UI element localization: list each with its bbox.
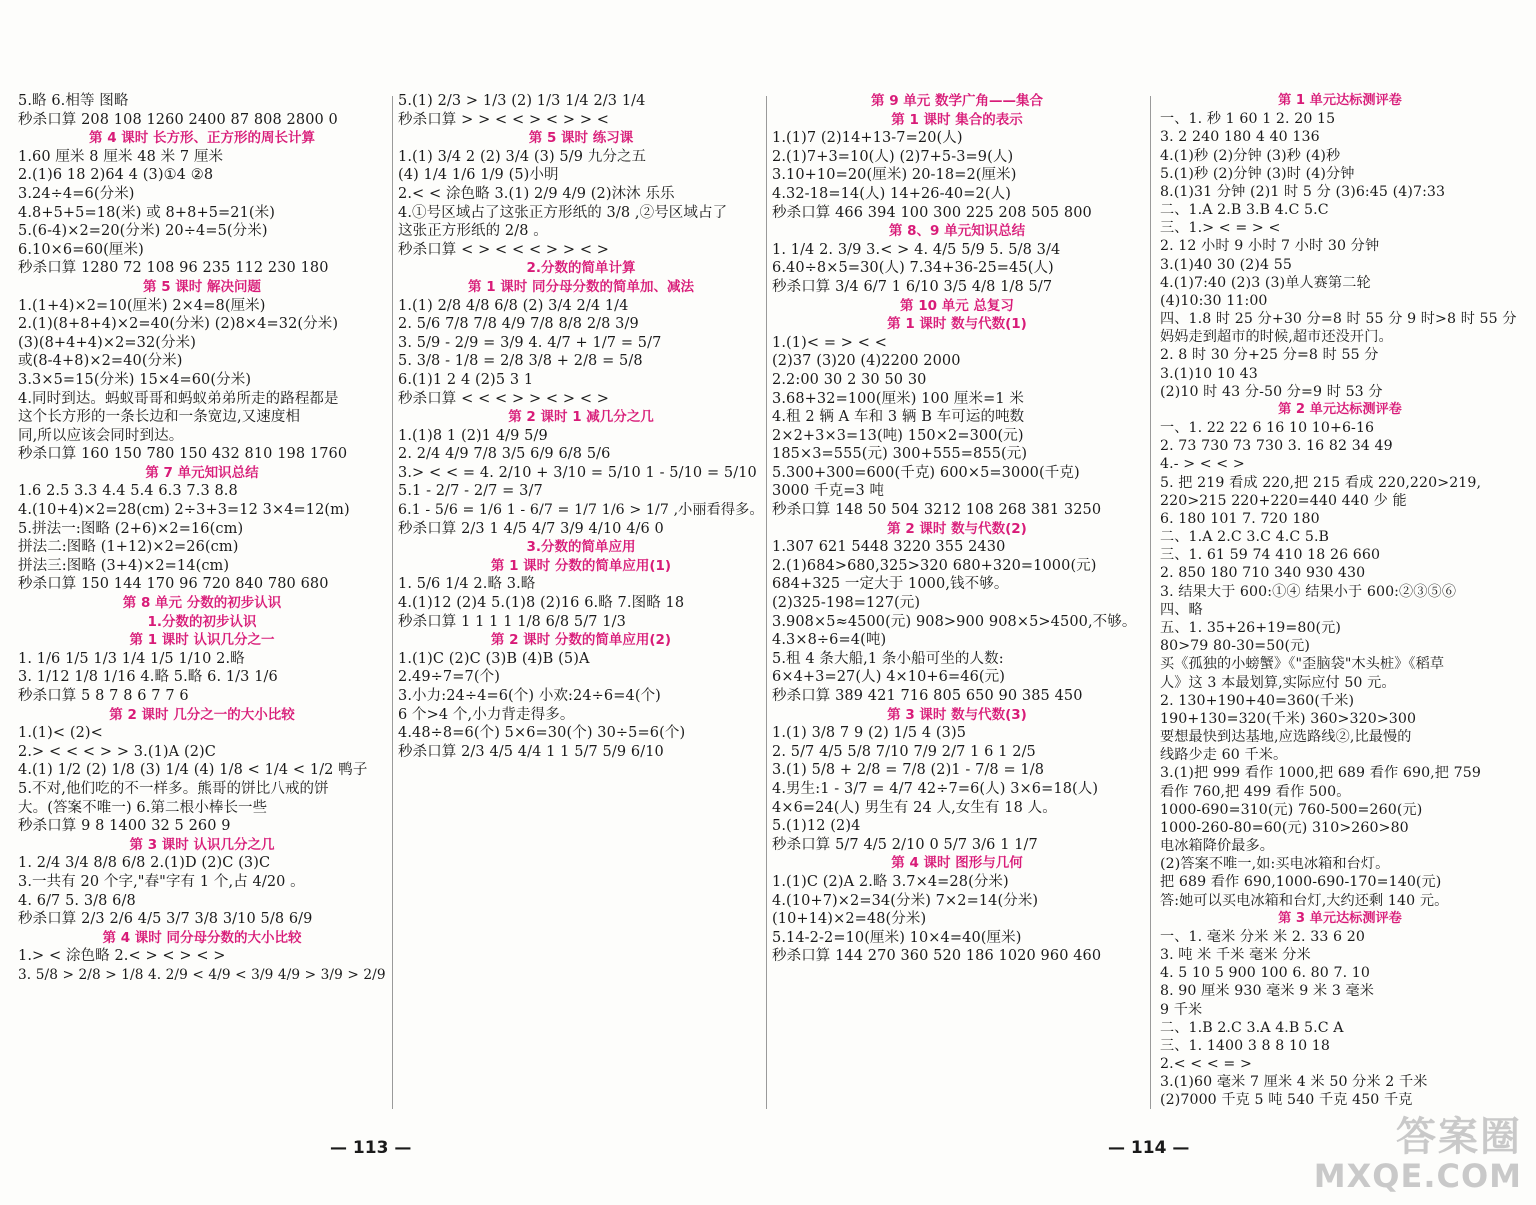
answer-column-4: [1160, 92, 1520, 1109]
section-heading: 第 2 单元达标测评卷: [1278, 401, 1402, 417]
answer-line: 2×2+3×3=13(吨) 150×2=300(元): [772, 427, 1024, 444]
section-heading: 第 3 课时 认识几分之几: [129, 836, 275, 853]
answer-line: 6×4+3=27(人) 4×10+6=46(元): [772, 669, 1006, 686]
answer-line: 秒杀口算 5/7 4/5 2/10 0 5/7 3/6 1 1/7: [772, 836, 1038, 853]
answer-line: (2)答案不唯一,如:买电冰箱和台灯。: [1160, 856, 1390, 873]
answer-line: 秒杀口算 150 144 170 96 720 840 780 680: [18, 576, 329, 593]
answer-line: 秒杀口算 208 108 1260 2400 87 808 2800 0: [18, 111, 338, 128]
answer-line: 2.(1)6 18 2)64 4 (3)①4 ②8: [18, 167, 214, 184]
answer-line: 2. 850 180 710 340 930 430: [1160, 565, 1366, 582]
answer-line: 买《孤独的小螃蟹》《"歪脑袋"木头桩》《稻草: [1160, 656, 1445, 673]
answer-line: 秒杀口算 2/3 4/5 4/4 1 1 5/7 5/9 6/10: [398, 743, 664, 760]
answer-line: 五、1. 35+26+19=80(元): [1160, 619, 1342, 636]
answer-line: 3.3×5=15(分米) 15×4=60(分米): [18, 371, 252, 388]
answer-line: 9 千米: [1160, 1001, 1203, 1018]
answer-line: 线路少走 60 千米。: [1160, 747, 1288, 764]
answer-line: 四、略: [1160, 601, 1203, 618]
answer-line: 2. 8 时 30 分+25 分=8 时 55 分: [1160, 347, 1379, 364]
answer-line: (2)7000 千克 5 吨 540 千克 450 千克: [1160, 1092, 1413, 1109]
answer-line: 4.(1)12 (2)4 5.(1)8 (2)16 6.略 7.图略 18: [398, 595, 685, 612]
answer-line: 秒杀口算 < < < > > < > < >: [398, 390, 610, 407]
answer-line: 8.(1)31 分钟 (2)1 时 5 分 (3)6:45 (4)7:33: [1160, 183, 1446, 200]
section-heading: 第 5 课时 解决问题: [143, 278, 261, 295]
answer-line: 秒杀口算 466 394 100 300 225 208 505 800: [772, 204, 1092, 221]
answer-line: 1.(1)7 (2)14+13-7=20(人): [772, 130, 963, 147]
answer-line: 3. 5/8 > 2/8 > 1/8 4. 2/9 < 4/9 < 3/9 4/9 > 3/9 > 2/9: [18, 966, 386, 983]
answer-line: 4.32-18=14(人) 14+26-40=2(人): [772, 185, 1011, 202]
section-heading: 第 2 课时 分数的简单应用(2): [490, 632, 672, 649]
answer-line: 秒杀口算 389 421 716 805 650 90 385 450: [772, 688, 1083, 704]
watermark-logo-text: 答案圈: [1396, 1114, 1522, 1160]
answer-line: 4.48÷8=6(个) 5×6=30(个) 30÷5=6(个): [398, 725, 686, 742]
answer-line: 5.300+300=600(千克) 600×5=3000(千克): [772, 464, 1080, 481]
answer-line: 秒杀口算 1280 72 108 96 235 112 230 180: [18, 260, 329, 277]
answer-line: 三、1. 61 59 74 410 18 26 660: [1160, 547, 1381, 564]
answer-line: 1.(1)< = > < <: [772, 334, 887, 351]
section-heading: 第 1 课时 同分母分数的简单加、减法: [468, 278, 694, 295]
answer-line: 要想最快到达基地,应选路线②,比最慢的: [1160, 729, 1412, 746]
section-heading: 第 1 课时 分数的简单应用(1): [490, 557, 672, 574]
answer-line: (3)(8+4+4)×2=32(分米): [18, 334, 197, 351]
answer-line: 1. 5/6 1/4 2.略 3.略: [398, 576, 536, 593]
section-heading: 第 1 课时 数与代数(1): [887, 316, 1027, 333]
answer-line: 5.略 6.相等 图略: [18, 93, 129, 109]
answer-line: 拼法三:图略 (3+4)×2=14(cm): [18, 557, 230, 574]
answer-line: 6.10×6=60(厘米): [18, 241, 144, 258]
answer-line: 1.(1) 2/8 4/8 6/8 (2) 3/4 2/4 1/4: [398, 297, 629, 314]
answer-line: 2. 2/4 4/9 7/8 3/5 6/9 6/8 5/6: [398, 446, 611, 463]
answer-line: 6 个>4 个,小力背走得多。: [398, 706, 575, 723]
answer-line: 三、1.> < = > <: [1160, 220, 1281, 237]
answer-line: 大。(答案不唯一) 6.第二根小棒长一些: [18, 799, 268, 816]
answer-line: 4. 6/7 5. 3/8 6/8: [18, 892, 136, 909]
answer-line: 秒杀口算 > > < < > < > > <: [398, 111, 610, 128]
answer-line: 5.租 4 条大船,1 条小船可坐的人数:: [772, 650, 1004, 667]
answer-line: 4.①号区域占了这张正方形纸的 3/8 ,②号区域占了: [398, 204, 728, 221]
column-divider: [1150, 96, 1151, 1109]
answer-line: 5.(6-4)×2=20(分米) 20÷4=5(分米): [18, 223, 268, 240]
watermark-url: MXQE.COM: [1313, 1157, 1522, 1195]
answer-line: 4.(1) 1/2 (2) 1/8 (3) 1/4 (4) 1/8 < 1/4 < 1/2 鸭子: [18, 762, 368, 779]
answer-line: 4.同时到达。蚂蚁哥哥和蚂蚁弟弟所走的路程都是: [18, 390, 339, 407]
section-heading: 第 2 课时 数与代数(2): [887, 520, 1027, 537]
answer-line: 2.49÷7=7(个): [398, 669, 500, 686]
section-heading: 第 9 单元 数学广角——集合: [871, 93, 1043, 109]
section-heading: 第 8 单元 分数的初步认识: [122, 595, 282, 612]
section-heading: 第 1 单元达标测评卷: [1278, 93, 1402, 108]
watermark: [1314, 1115, 1522, 1193]
answer-line: 1.(1)C (2)A 2.略 3.7×4=28(分米): [772, 873, 1009, 890]
answer-line: 4.8+5+5=18(米) 或 8+8+5=21(米): [18, 204, 276, 221]
section-heading: 第 10 单元 总复习: [900, 297, 1014, 314]
answer-line: 5.(1) 2/3 > 1/3 (2) 1/3 1/4 2/3 1/4: [398, 93, 646, 109]
answer-line: 4. 5 10 5 900 100 6. 80 7. 10: [1160, 965, 1371, 982]
answer-line: 6. 180 101 7. 720 180: [1160, 510, 1320, 527]
answer-line: 2. 130+190+40=360(千米): [1160, 692, 1355, 709]
answer-line: 6.40÷8×5=30(人) 7.34+36-25=45(人): [772, 260, 1054, 277]
answer-line: 5.1 - 2/7 - 2/7 = 3/7: [398, 483, 543, 500]
answer-line: 1.(1) 3/4 2 (2) 3/4 (3) 5/9 九分之五: [398, 148, 647, 165]
column-divider: [392, 96, 393, 1109]
answer-line: 4.(10+4)×2=28(cm) 2÷3+3=12 3×4=12(m): [18, 502, 350, 519]
answer-line: 4.(1)秒 (2)分钟 (3)秒 (4)秒: [1160, 147, 1341, 164]
answer-line: 4.男生:1 - 3/7 = 4/7 42÷7=6(人) 3×6=18(人): [772, 780, 1099, 797]
answer-line: 2.(1)(8+8+4)×2=40(分米) (2)8×4=32(分米): [18, 316, 339, 333]
answer-line: 2.2:00 30 2 30 50 30: [772, 371, 927, 388]
answer-line: 684+325 一定大于 1000,钱不够。: [772, 576, 1009, 593]
answer-line: 3.(1)40 30 (2)4 55: [1160, 256, 1292, 273]
answer-line: 秒杀口算 5 8 7 8 6 7 7 6: [18, 688, 189, 704]
answer-line: 2.< < < = >: [1160, 1056, 1252, 1073]
answer-line: 秒杀口算 160 150 780 150 432 810 198 1760: [18, 446, 348, 463]
answer-line: 同,所以应该会同时到达。: [18, 427, 184, 444]
section-heading: 第 1 课时 认识几分之一: [129, 632, 275, 649]
answer-line: (10+14)×2=48(分米): [772, 911, 927, 928]
section-heading: 第 2 课时 几分之一的大小比较: [109, 706, 295, 723]
answer-line: 4×6=24(人) 男生有 24 人,女生有 18 人。: [772, 799, 1057, 816]
answer-line: 四、1.8 时 25 分+30 分=8 时 55 分 9 时>8 时 55 分: [1160, 311, 1517, 328]
answer-line: 2.< < 涂色略 3.(1) 2/9 4/9 (2)沐沐 乐乐: [398, 185, 675, 202]
page-number-right: — 114 —: [1108, 1138, 1190, 1158]
answer-line: 4.租 2 辆 A 车和 3 辆 B 车可运的吨数: [772, 409, 1025, 426]
answer-line: 秒杀口算 148 50 504 3212 108 268 381 3250: [772, 502, 1102, 519]
section-heading: 第 3 单元达标测评卷: [1278, 910, 1402, 926]
section-heading: 第 7 单元知识总结: [145, 464, 259, 481]
section-heading: 第 4 课时 长方形、正方形的周长计算: [89, 130, 315, 147]
answer-line: 秒杀口算 2/3 2/6 4/5 3/7 3/8 3/10 5/8 6/9: [18, 911, 313, 928]
answer-line: 三、1. 1400 3 8 8 10 18: [1160, 1037, 1330, 1054]
answer-line: 4.3×8÷6=4(吨): [772, 632, 887, 649]
answer-line: 这个长方形的一条长边和一条宽边,又速度相: [18, 409, 301, 426]
column-divider: [766, 96, 767, 1109]
answer-line: 1.(1)< (2)<: [18, 725, 103, 742]
section-heading: 1.分数的初步认识: [147, 613, 257, 630]
section-heading: 第 4 课时 图形与几何: [891, 855, 1023, 872]
answer-line: 185×3=555(元) 300+555=855(元): [772, 446, 1028, 463]
answer-line: 1.(1+4)×2=10(厘米) 2×4=8(厘米): [18, 297, 266, 314]
answer-line: 3.一共有 20 个字,"春"字有 1 个,占 4/20 。: [18, 873, 305, 890]
answer-line: 3.10+10=20(厘米) 20-18=2(厘米): [772, 167, 1017, 184]
answer-line: 1.> < 涂色略 2.< > < > < >: [18, 948, 226, 965]
answer-line: 5.14-2-2=10(厘米) 10×4=40(厘米): [772, 929, 1022, 946]
answer-line: 5.(1)12 (2)4: [772, 818, 861, 835]
section-heading: 第 2 课时 1 减几分之几: [508, 409, 654, 426]
answer-line: 把 689 看作 690,1000-690-170=140(元): [1160, 874, 1442, 891]
answer-line: 5. 3/8 - 1/8 = 2/8 3/8 + 2/8 = 5/8: [398, 353, 643, 370]
answer-line: 1.(1) 3/8 7 9 (2) 1/5 4 (3)5: [772, 725, 967, 742]
answer-line: 3.> < < = 4. 2/10 + 3/10 = 5/10 1 - 5/10 = 5/10: [398, 464, 757, 481]
answer-line: 6.1 - 5/6 = 1/6 1 - 6/7 = 1/7 1/6 > 1/7 ,小丽看得多。: [398, 502, 764, 519]
answer-line: 答:她可以买电冰箱和台灯,大约还剩 140 元。: [1160, 892, 1449, 909]
answer-line: 秒杀口算 9 8 1400 32 5 260 9: [18, 818, 231, 835]
section-heading: 3.分数的简单应用: [526, 539, 636, 556]
answer-line: 1. 1/6 1/5 1/3 1/4 1/5 1/10 2.略: [18, 650, 245, 667]
answer-line: 3.(1) 5/8 + 2/8 = 7/8 (2)1 - 7/8 = 1/8: [772, 762, 1045, 779]
answer-line: 看作 760,把 499 看作 500。: [1160, 783, 1351, 800]
answer-line: 这张正方形纸的 2/8 。: [398, 223, 548, 240]
answer-line: 二、1.A 2.C 3.C 4.C 5.B: [1160, 529, 1330, 546]
answer-line: 秒杀口算 < > < < < > > < >: [398, 241, 610, 258]
answer-line: 80>79 80-30=50(元): [1160, 638, 1310, 655]
answer-line: 3. 吨 米 千米 毫米 分米: [1160, 947, 1311, 964]
answer-line: 2. 73 730 73 730 3. 16 82 34 49: [1160, 438, 1393, 455]
answer-line: (2)37 (3)20 (4)2200 2000: [772, 353, 961, 370]
answer-line: 3.(1)把 999 看作 1000,把 689 看作 690,把 759: [1160, 765, 1481, 782]
answer-line: 秒杀口算 3/4 6/7 1 6/10 3/5 4/8 1/8 5/7: [772, 278, 1053, 295]
answer-line: 二、1.B 2.C 3.A 4.B 5.C A: [1160, 1019, 1344, 1036]
answer-line: 3.小力:24÷4=6(个) 小欢:24÷6=4(个): [398, 688, 661, 704]
answer-line: 1000-690=310(元) 760-500=260(元): [1160, 801, 1423, 818]
answer-line: 3.(1)60 毫米 7 厘米 4 米 50 分米 2 千米: [1160, 1074, 1428, 1091]
answer-line: 3. 5/9 - 2/9 = 3/9 4. 4/7 + 1/7 = 5/7: [398, 334, 662, 351]
answer-line: 8. 90 厘米 930 毫米 9 米 3 毫米: [1160, 983, 1375, 1000]
answer-line: 5.(1)秒 (2)分钟 (3)时 (4)分钟: [1160, 165, 1355, 182]
answer-line: (2)325-198=127(元): [772, 595, 921, 612]
answer-line: 5. 把 219 看成 220,把 215 看成 220,220>219,: [1160, 474, 1482, 491]
answer-line: 电冰箱降价最多。: [1160, 838, 1275, 855]
answer-line: 1.307 621 5448 3220 355 2430: [772, 539, 1006, 556]
answer-line: (4)10:30 11:00: [1160, 292, 1268, 309]
answer-line: 3.908×5≈4500(元) 908>900 908×5>4500,不够。: [772, 613, 1137, 630]
answer-line: 秒杀口算 144 270 360 520 186 1020 960 460: [772, 948, 1102, 965]
section-heading: 第 8、9 单元知识总结: [888, 223, 1026, 240]
answer-line: (4) 1/4 1/6 1/9 (5)小明: [398, 167, 559, 184]
answer-line: 一、1. 秒 1 60 1 2. 20 15: [1160, 111, 1336, 128]
answer-line: 190+130=320(千米) 360>320>300: [1160, 710, 1417, 727]
answer-line: 3.24÷4=6(分米): [18, 185, 135, 202]
answer-column-1: [18, 92, 386, 1109]
answer-column-3: [772, 92, 1142, 1109]
answer-line: 5.拼法一:图略 (2+6)×2=16(cm): [18, 520, 244, 537]
section-heading: 第 1 课时 集合的表示: [891, 111, 1023, 128]
answer-line: 1. 2/4 3/4 8/8 6/8 2.(1)D (2)C (3)C: [18, 855, 271, 872]
answer-line: 3. 1/12 1/8 1/16 4.略 5.略 6. 1/3 1/6: [18, 669, 278, 686]
answer-line: 3000 千克=3 吨: [772, 483, 885, 500]
page-number-left: — 113 —: [330, 1138, 412, 1158]
answer-line: 3. 2 240 180 4 40 136: [1160, 129, 1320, 146]
answer-line: 一、1. 毫米 分米 米 2. 33 6 20: [1160, 928, 1365, 945]
section-heading: 第 5 课时 练习课: [528, 130, 634, 147]
answer-line: 1.(1)C (2)C (3)B (4)B (5)A: [398, 650, 590, 667]
answer-line: 人》这 3 本最划算,实际应付 50 元。: [1160, 674, 1396, 691]
answer-line: 3. 结果大于 600:①④ 结果小于 600:②③⑤⑥: [1160, 583, 1457, 600]
answer-line: 2. 12 小时 9 小时 7 小时 30 分钟: [1160, 238, 1380, 255]
section-heading: 2.分数的简单计算: [526, 260, 636, 277]
answer-line: 一、1. 22 22 6 16 10 10+6-16: [1160, 420, 1375, 437]
answer-line: 4.- > < < >: [1160, 456, 1245, 473]
answer-line: 2.> < < < > > 3.(1)A (2)C: [18, 743, 216, 760]
answer-line: 或(8-4+8)×2=40(分米): [18, 353, 183, 370]
answer-line: 秒杀口算 1 1 1 1 1/8 6/8 5/7 1/3: [398, 613, 626, 630]
answer-line: 1.60 厘米 8 厘米 48 米 7 厘米: [18, 148, 224, 165]
answer-line: 4.(10+7)×2=34(分米) 7×2=14(分米): [772, 892, 1039, 909]
answer-line: 二、1.A 2.B 3.B 4.C 5.C: [1160, 202, 1329, 219]
answer-line: 妈妈走到超市的时候,超市还没开门。: [1160, 329, 1393, 346]
section-heading: 第 4 课时 同分母分数的大小比较: [102, 929, 302, 946]
answer-line: 1000-260-80=60(元) 310>260>80: [1160, 819, 1409, 836]
answer-line: 3.68+32=100(厘米) 100 厘米=1 米: [772, 390, 1025, 407]
answer-line: 5.不对,他们吃的不一样多。熊哥的饼比八戒的饼: [18, 780, 329, 797]
answer-line: 秒杀口算 2/3 1 4/5 4/7 3/9 4/10 4/6 0: [398, 520, 664, 537]
section-heading: 第 3 课时 数与代数(3): [887, 706, 1027, 723]
answer-line: 拼法二:图略 (1+12)×2=26(cm): [18, 539, 239, 556]
answer-line: 1. 1/4 2. 3/9 3.< > 4. 4/5 5/9 5. 5/8 3/4: [772, 241, 1061, 258]
answer-line: (2)10 时 43 分-50 分=9 时 53 分: [1160, 383, 1383, 400]
answer-line: 220>215 220+220=440 440 少 能: [1160, 492, 1407, 509]
answer-line: 2. 5/7 4/5 5/8 7/10 7/9 2/7 1 6 1 2/5: [772, 743, 1036, 760]
answer-column-2: [398, 92, 764, 1109]
answer-line: 1.6 2.5 3.3 4.4 5.4 6.3 7.3 8.8: [18, 483, 238, 500]
answer-line: 2.(1)7+3=10(人) (2)7+5-3=9(人): [772, 148, 1014, 165]
answer-line: 2.(1)684>680,325>320 680+320=1000(元): [772, 557, 1097, 574]
answer-line: 1.(1)8 1 (2)1 4/9 5/9: [398, 427, 548, 444]
answer-line: 2. 5/6 7/8 7/8 4/9 7/8 8/8 2/8 3/9: [398, 316, 639, 333]
answer-line: 3.(1)10 10 43: [1160, 365, 1258, 382]
answer-line: 4.(1)7:40 (2)3 (3)单人赛第二轮: [1160, 274, 1371, 291]
answer-line: 6.(1)1 2 4 (2)5 3 1: [398, 371, 534, 388]
